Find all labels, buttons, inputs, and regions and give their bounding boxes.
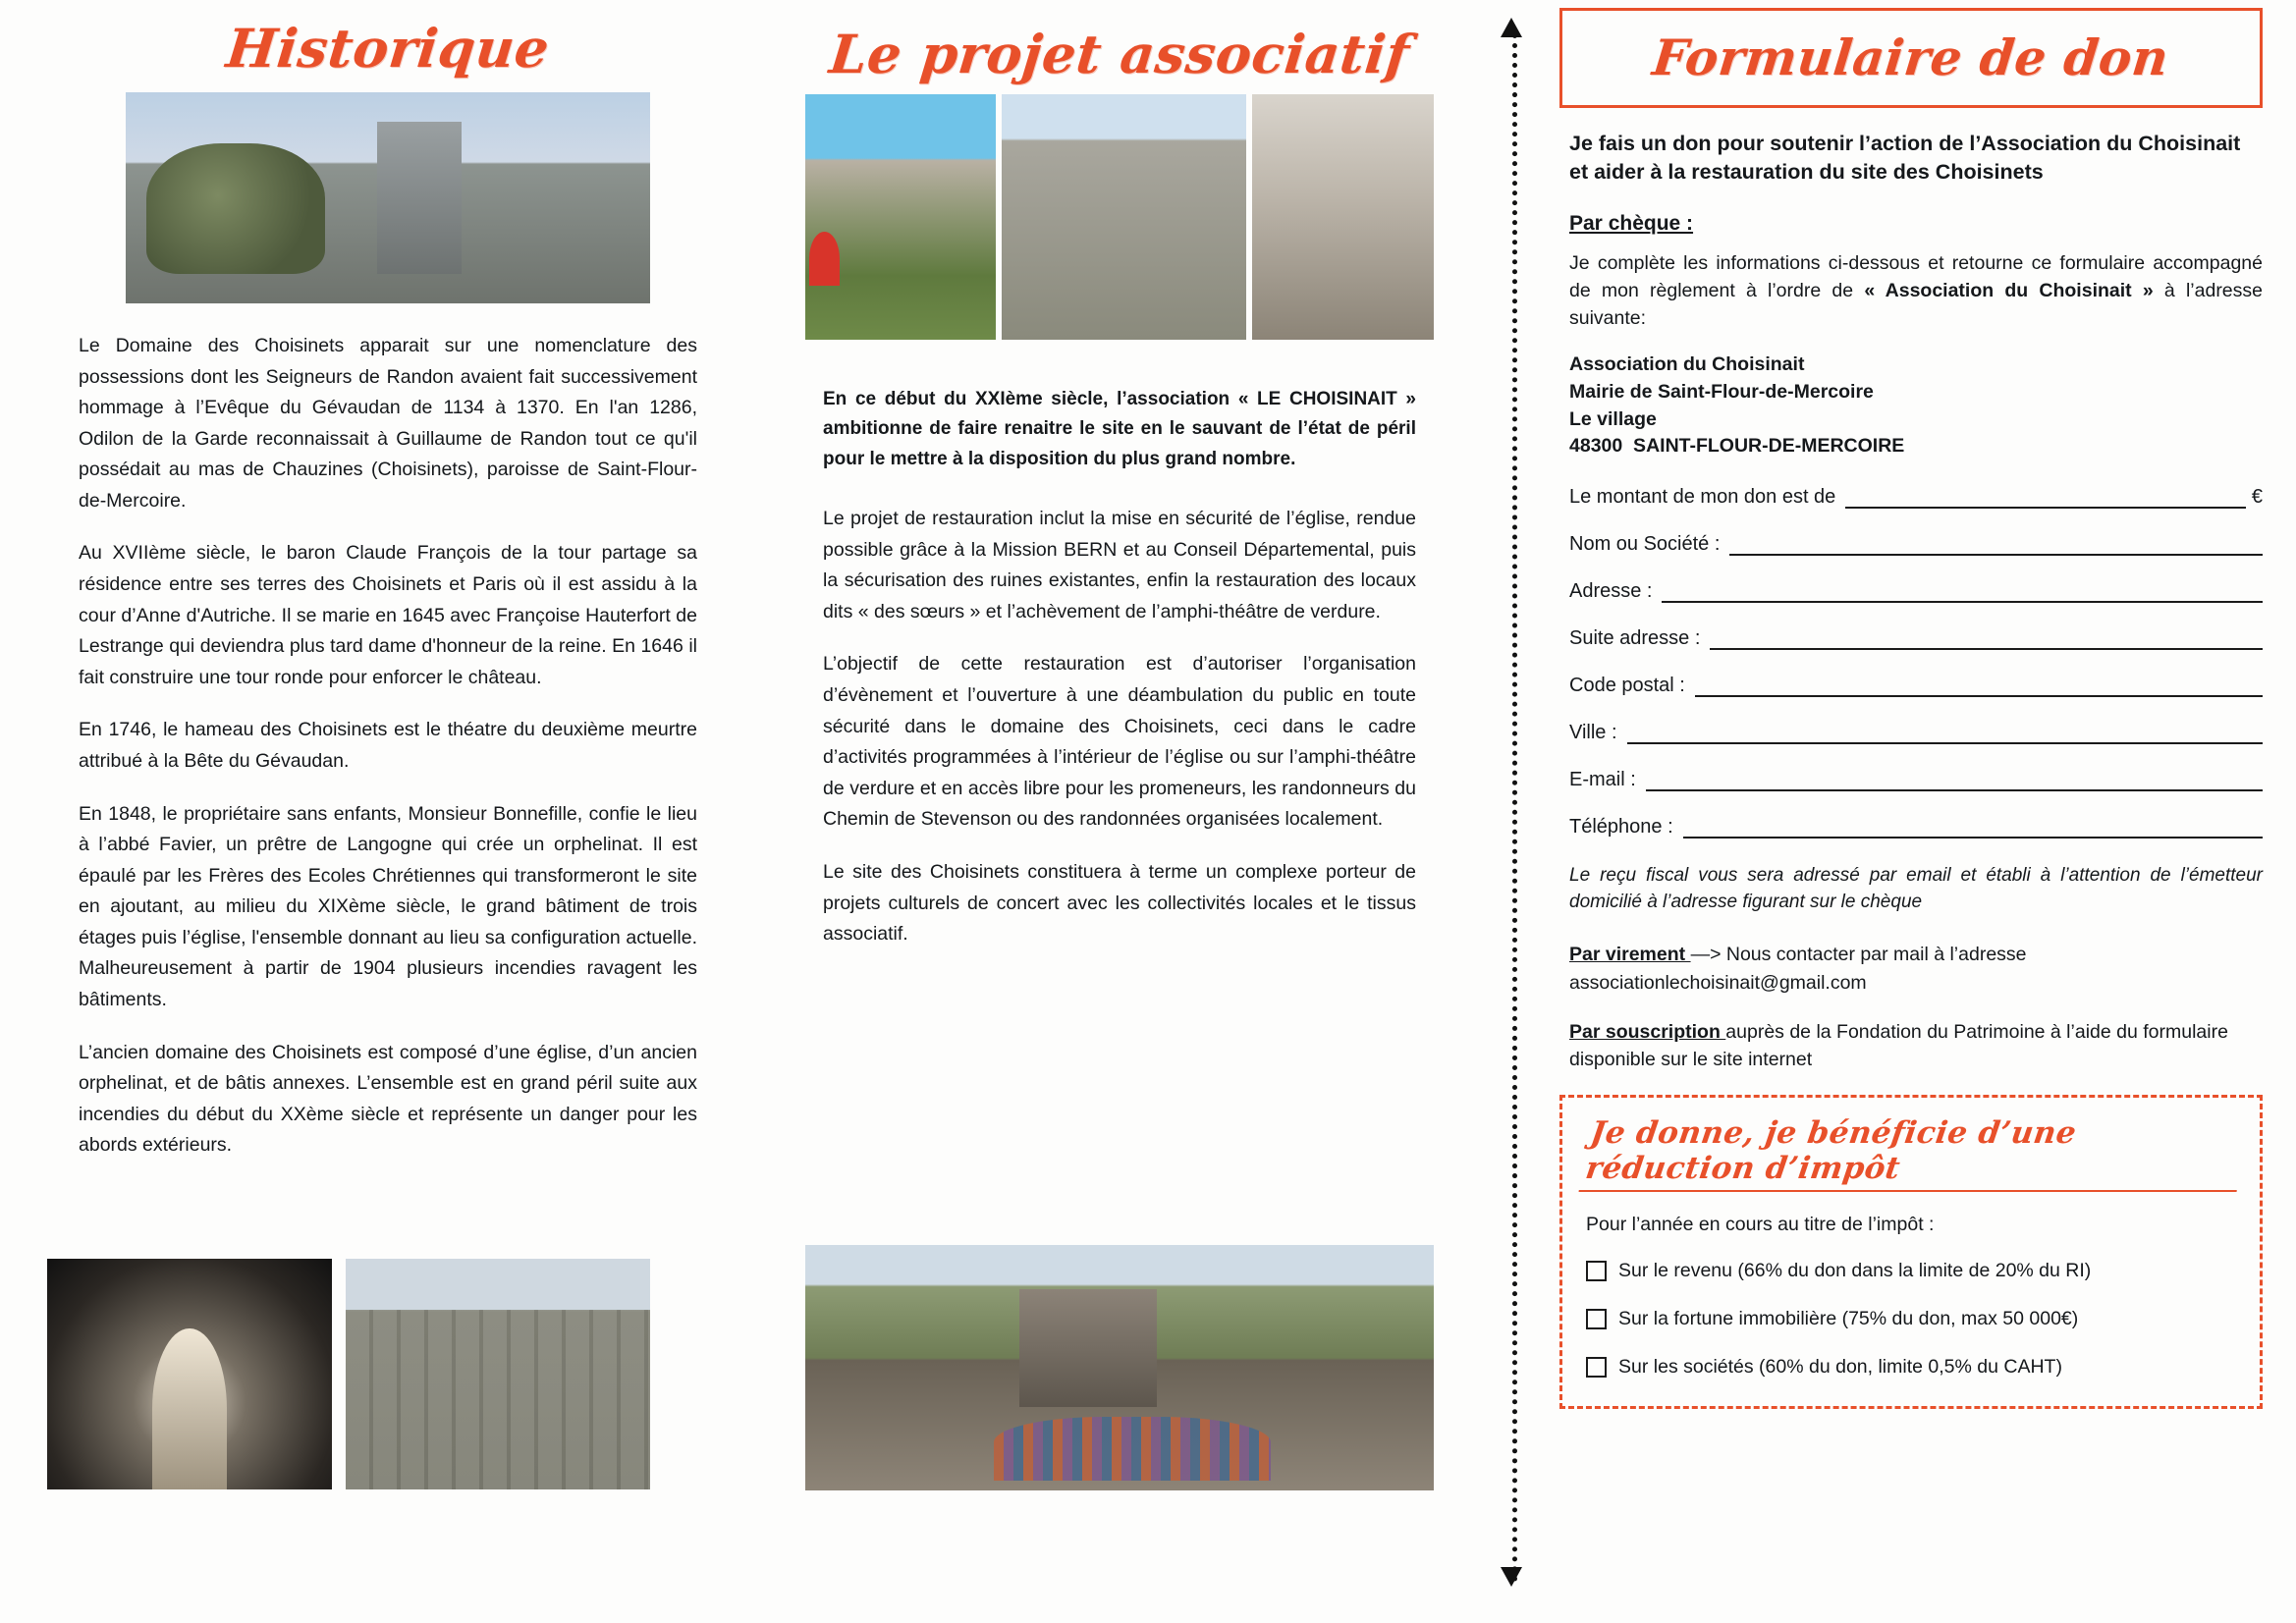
projet-paragraph-3: Le site des Choisinets constituera à terme un complexe porteur de projets culturels de concert avec les collectivités locales et le tissus associatif. (823, 860, 1416, 946)
section-heading-souscription: Par souscription (1569, 1020, 1726, 1043)
address-line-3: Le village (1569, 407, 1657, 430)
tax-box-title: Je donne, je bénéficie d’une réduction d’impôt (1579, 1115, 2248, 1192)
fold-divider (1512, 33, 1517, 1583)
field-suite-adresse-input[interactable] (1710, 628, 2263, 650)
historique-paragraph-2: Au XVIIème siècle, le baron Claude François de la tour partage sa résidence entre ses terres des Choisinets et Paris où il est assidu à la cour d’Anne d'Autriche. Il se marie en 1645 avec Françoise Hauterfort de Lestrange qui deviendra plus tard dame d'honneur de la reine. En 1646 il fait construire une tour ronde pour enforcer le château. (79, 542, 697, 688)
checkbox-icon[interactable] (1586, 1261, 1607, 1281)
field-nom[interactable] (1559, 533, 2263, 556)
historique-paragraph-5: L’ancien domaine des Choisinets est composé d’une église, d’un ancien orphelinat, et de bâtis annexes. L’ensemble est en grand péril suite aux incendies du début du XXème siècle et représente un danger pour les abords extérieurs. (79, 1041, 697, 1157)
page-title-projet: Le projet associatif (826, 23, 1413, 85)
field-telephone-label: Téléphone : (1569, 816, 1673, 839)
section-heading-cheque: Par chèque : (1569, 211, 1694, 235)
form-intro-text: Je fais un don pour soutenir l’action de l’Association du Choisinait et aider à la restauration du site des Choisinets (1569, 132, 2241, 184)
tax-option-revenu-label: Sur le revenu (66% du don dans la limite de 20% du RI) (1618, 1260, 2092, 1282)
field-email[interactable] (1559, 769, 2263, 791)
field-ville-input[interactable] (1627, 723, 2263, 744)
projet-photo-strip (805, 94, 1434, 340)
field-ville[interactable] (1559, 722, 2263, 744)
projet-lead: En ce début du XXIème siècle, l’association « LE CHOISINAIT » ambitionne de faire renaitre le site en le sauvant de l’état de péril pour le mettre à la disposition du plus grand nombre. (823, 389, 1416, 469)
column-historique (79, 0, 697, 1183)
projet-paragraph-1: Le projet de restauration inclut la mise en sécurité de l’église, rendue possible grâce à la Mission BERN et au Conseil Départemental, puis la sécurisation des ruines existantes, enfin la restauration des locaux dits « des sœurs » et l’achèvement de l’amphi-théâtre de verdure. (823, 508, 1416, 622)
tax-option-fortune-immobiliere[interactable] (1586, 1308, 2242, 1330)
field-adresse[interactable] (1559, 580, 2263, 603)
tax-option-societes-label: Sur les sociétés (60% du don, limite 0,5% du CAHT) (1618, 1356, 2062, 1379)
souscription-text: auprès de la Fondation du Patrimoine à l’aide du formulaire disponible sur le site internet (1569, 1020, 2228, 1071)
festival-tents-photo (805, 94, 996, 340)
field-telephone[interactable] (1559, 816, 2263, 839)
fold-arrow-down-icon (1501, 1567, 1522, 1587)
field-nom-input[interactable] (1729, 534, 2263, 556)
field-nom-label: Nom ou Société : (1569, 533, 1721, 556)
field-ville-label: Ville : (1569, 722, 1617, 744)
checkbox-icon[interactable] (1586, 1309, 1607, 1329)
orphanage-building-photo (1002, 94, 1246, 340)
section-virement (1559, 941, 2263, 997)
volunteers-restoration-photo (1252, 94, 1434, 340)
projet-paragraph-2: L’objectif de cette restauration est d’autoriser l’organisation d’évènement et l’ouverture à une déambulation du public en toute sécurité dans le domaine des Choisinets, ceci dans le cadre d’activités programmées à l’intérieur de l’église ou sur l’amphi-théâtre de verdure et en accès libre pour les promeneurs, les randonneurs du Chemin de Stevenson ou des randonnées organisées localement. (823, 653, 1416, 831)
cheque-payee: « Association du Choisinait » (1864, 279, 2154, 301)
form-title: Formulaire de don (1650, 28, 2172, 86)
historique-body (79, 331, 697, 1162)
tax-option-fortune-label: Sur la fortune immobilière (75% du don, max 50 000€) (1618, 1308, 2079, 1330)
virement-text: —> Nous contacter par mail à l’adresse associationlechoisinait@gmail.com (1569, 944, 2027, 994)
checkbox-icon[interactable] (1586, 1357, 1607, 1378)
historique-paragraph-1: Le Domaine des Choisinets apparait sur une nomenclature des possessions dont les Seigneurs de Randon avaient fait successivement hommage à l’Evêque du Gévaudan de 1134 à 1370. En l'an 1286, Odilon de la Garde reconnaissait à Guillaume de Randon tout ce qu'il possédait au mas de Chauzines (Choisinets), paroisse de Saint-Flour-de-Mercoire. (79, 335, 697, 512)
crypt-interior-photo (47, 1259, 332, 1489)
field-suite-adresse[interactable] (1559, 627, 2263, 650)
field-montant-input[interactable] (1845, 487, 2246, 509)
tax-reduction-box (1559, 1095, 2263, 1409)
ruined-building-photo (346, 1259, 650, 1489)
church-ruins-photo (126, 92, 650, 303)
fold-arrow-up-icon (1501, 18, 1522, 37)
field-suite-adresse-label: Suite adresse : (1569, 627, 1701, 650)
field-adresse-label: Adresse : (1569, 580, 1653, 603)
tax-box-lead: Pour l’année en cours au titre de l’impôt : (1586, 1214, 1935, 1236)
historique-paragraph-4: En 1848, le propriétaire sans enfants, Monsieur Bonnefille, confie le lieu à l’abbé Favier, un prêtre de Langogne qui crée un orphelinat. Il est épaulé par les Frères des Ecoles Chrétiennes qui transformeront le site en ajoutant, au milieu du XIXème siècle, le grand bâtiment de trois étages puis l’église, l'ensemble donnant au lieu sa configuration actuelle. Malheureusement à partir de 1904 plusieurs incendies ravagent les bâtiments. (79, 802, 697, 1010)
open-air-theatre-photo (805, 1245, 1434, 1490)
form-title-box (1559, 8, 2263, 108)
field-telephone-input[interactable] (1683, 817, 2263, 839)
field-email-label: E-mail : (1569, 769, 1636, 791)
section-heading-virement: Par virement (1569, 944, 1691, 966)
cheque-instructions-part2: à l’adresse suivante: (1569, 279, 2263, 330)
address-line-1: Association du Choisinait (1569, 353, 1805, 376)
address-line-4: 48300 SAINT-FLOUR-DE-MERCOIRE (1569, 435, 1905, 458)
field-code-postal[interactable] (1559, 675, 2263, 697)
page-title-historique: Historique (223, 17, 553, 80)
euro-symbol: € (2251, 486, 2263, 509)
association-address (1559, 352, 2263, 460)
tax-option-revenu[interactable] (1586, 1260, 2242, 1282)
field-email-input[interactable] (1646, 770, 2263, 791)
donation-form-panel (1559, 8, 2263, 1481)
field-code-postal-input[interactable] (1695, 676, 2263, 697)
historique-paragraph-3: En 1746, le hameau des Choisinets est le théatre du deuxième meurtre attribué à la Bête du Gévaudan. (79, 719, 697, 772)
field-montant-label: Le montant de mon don est de (1569, 486, 1836, 509)
cheque-instructions (1559, 249, 2263, 333)
address-line-2: Mairie de Saint-Flour-de-Mercoire (1569, 381, 1874, 404)
tax-option-societes[interactable] (1586, 1356, 2242, 1379)
field-adresse-input[interactable] (1662, 581, 2263, 603)
cheque-instructions-part1: Je complète les informations ci-dessous et retourne ce formulaire accompagné de mon règlement à l’ordre de (1569, 251, 2263, 301)
column-projet-associatif (805, 0, 1434, 972)
projet-body (805, 385, 1434, 950)
fiscal-receipt-note: Le reçu fiscal vous sera adressé par email et établi à l’attention de l’émetteur domicilié à l’adresse figurant sur le chèque (1569, 865, 2263, 912)
field-montant[interactable] (1559, 486, 2263, 509)
field-code-postal-label: Code postal : (1569, 675, 1685, 697)
section-souscription (1559, 1018, 2263, 1074)
